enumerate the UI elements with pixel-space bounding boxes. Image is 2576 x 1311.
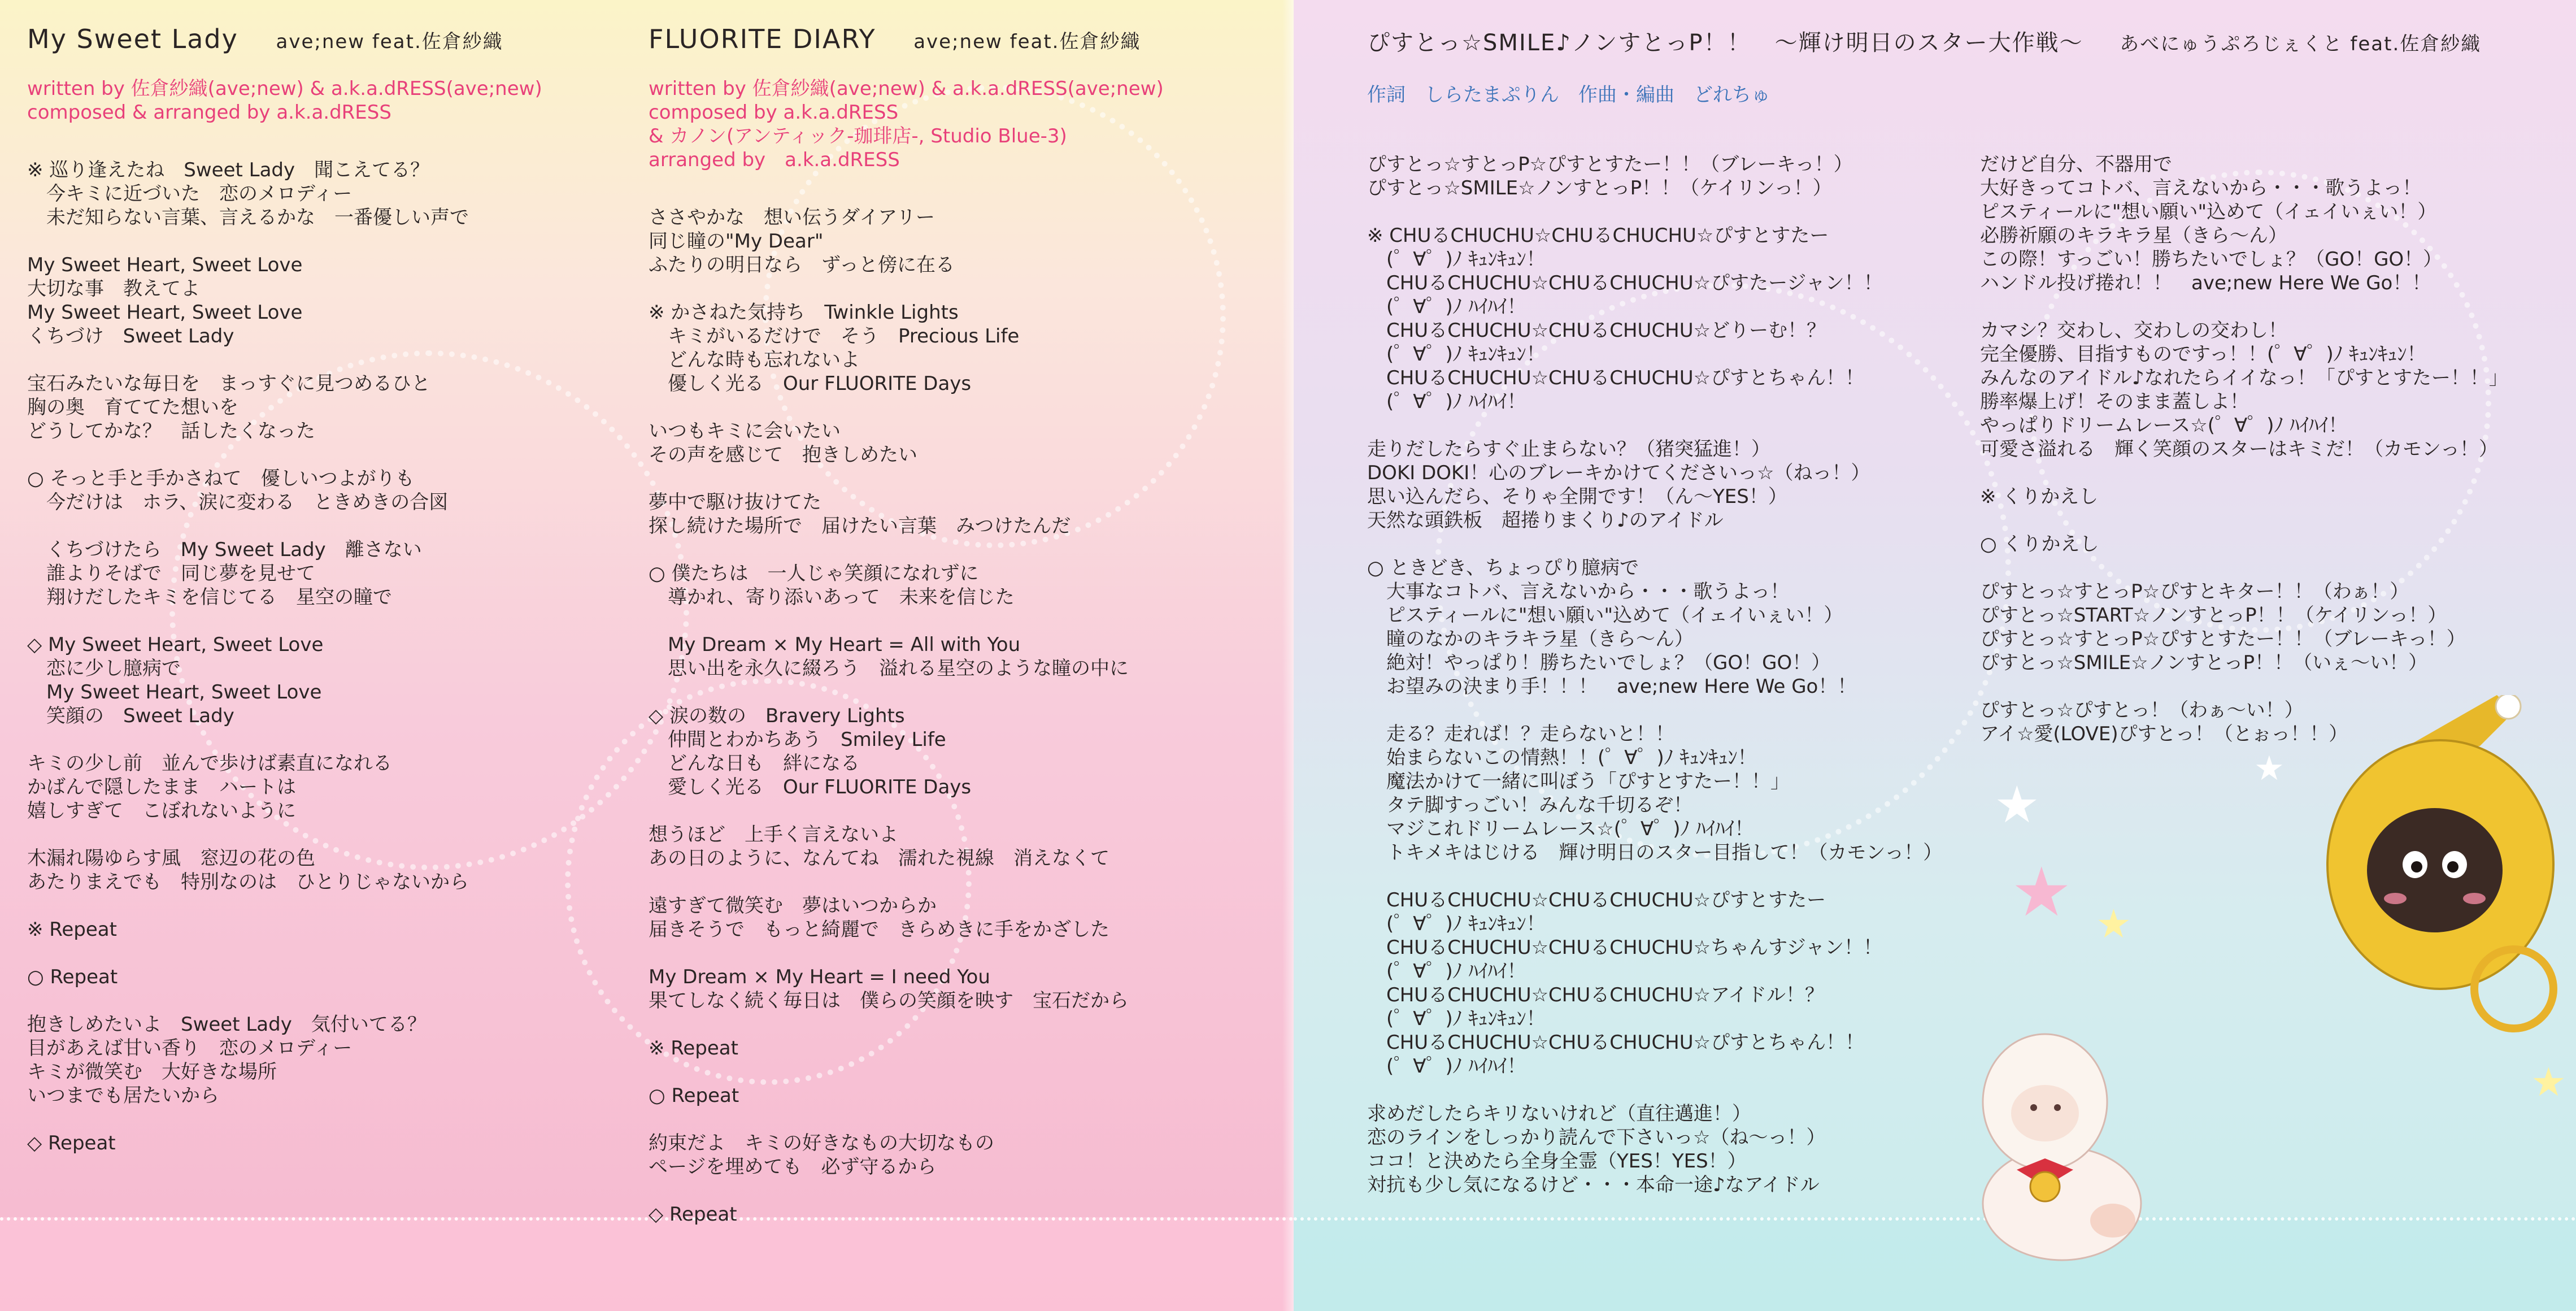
song-lyrics: だけど自分、不器用で 大好きってコトバ、言えないから・・・歌うよっ！ ピスティールに"想い願い"込めて（イェイいぇい！） 必勝祈願のキラキラ星（きら～ん） この際！すっごい！勝ちたいでしょ？（GO！GO！） ハンドル投げ捲れ！！ ave;new Here We Go！！ カマシ？交わし、交わしの交わし！ 完全優勝、目指すものですっ！！(゜∀゜)ﾉ ｷｭﾝｷｭﾝ！ みんなのアイドル♪なれたらイイなっ！「ぴすとすたー！！」 勝率爆上げ！そのまま蓋しよ！ やっぱりドリームレース☆(゜∀゜)ﾉ ﾊｲﾊｲ！ 可愛さ溢れる 輝く笑顔のスターはキミだ！（カモンっ！） ※ くりかえし ○ くりかえし ぴすとっ☆すとっP☆ぴすとキター！！（わぁ！） ぴすとっ☆START☆ノンすとっP！！（ケイリンっ！） ぴすとっ☆すとっP☆ぴすとすたー！！（ブレーキっ！） ぴすとっ☆SMILE☆ノンすとっP！！（いぇ～い！） ぴすとっ☆ぴすとっ！（わぁ～い！） アイ☆愛(LOVE)ぴすとっ！（とぉっ！！） bbox=[1980, 153, 2508, 745]
song-credits: 作詞 しらたまぷりん 作曲・編曲 どれちゅ bbox=[1367, 84, 1770, 106]
song-credits: written by 佐倉紗織(ave;new) & a.k.a.dRESS(ave;new) composed & arranged by a.k.a.dRESS bbox=[27, 77, 542, 124]
sheep-with-bell-illustration bbox=[1977, 1017, 2147, 1266]
song-title-text: My Sweet Lady bbox=[27, 24, 238, 54]
song-artist: あべにゅうぷろじぇくと feat.佐倉紗織 bbox=[2120, 33, 2482, 55]
yellow-hooded-mascot-illustration bbox=[2310, 695, 2576, 1045]
song-title bbox=[1367, 25, 2565, 57]
star-decoration: ★ bbox=[2531, 1059, 2566, 1105]
star-decoration: ★ bbox=[2254, 749, 2285, 788]
song-lyrics: ぴすとっ☆すとっP☆ぴすとすたー！！（ブレーキっ！） ぴすとっ☆SMILE☆ノンすとっP！！（ケイリンっ！） ※ CHUるCHUCHU☆CHUるCHUCHU☆ぴすとすたー (゜∀゜)ﾉ ｷｭﾝｷｭﾝ！ CHUるCHUCHU☆CHUるCHUCHU☆ぴすたージャン！！ (゜∀゜)ﾉ ﾊｲﾊｲ！ CHUるCHUCHU☆CHUるCHUCHU☆どりーむ！？ (゜∀゜)ﾉ ｷｭﾝｷｭﾝ！ CHUるCHUCHU☆CHUるCHUCHU☆ぴすとちゃん！！ (゜∀゜)ﾉ ﾊｲﾊｲ！ 走りだしたらすぐ止まらない？（猪突猛進！） DOKI DOKI！心のブレーキかけてくださいっ☆（ねっ！） 思い込んだら、そりゃ全開です！（ん～YES！） 天然な頭鉄板 超捲りまくり♪のアイドル ○ ときどき、ちょっぴり臆病で 大事なコトバ、言えないから・・・歌うよっ！ ピスティールに"想い願い"込めて（イェイいぇい！） 瞳のなかのキラキラ星（きら～ん） 絶対！やっぱり！勝ちたいでしょ？（GO！GO！） お望みの決まり手！！！ ave;new Here We Go！！ 走る？走れば！？走らないと！！ 始まらないこの情熱！！(゜∀゜)ﾉ ｷｭﾝｷｭﾝ！ 魔法かけて一緒に叫ぼう「ぴすとすたー！！」 タテ脚すっごい！みんな千切るぞ！ マジこれドリームレース☆(゜∀゜)ﾉ ﾊｲﾊｲ！ トキメキはじける 輝け明日のスター目指して！（カモンっ！） CHUるCHUCHU☆CHUるCHUCHU☆ぴすとすたー (゜∀゜)ﾉ ｷｭﾝｷｭﾝ！ CHUるCHUCHU☆CHUるCHUCHU☆ちゃんすジャン！！ (゜∀゜)ﾉ ﾊｲﾊｲ！ CHUるCHUCHU☆CHUるCHUCHU☆アイドル！？ (゜∀゜)ﾉ ｷｭﾝｷｭﾝ！ CHUるCHUCHU☆CHUるCHUCHU☆ぴすとちゃん！！ (゜∀゜)ﾉ ﾊｲﾊｲ！ 求めだしたらキリないけれど（直往邁進！） 恋のラインをしっかり読んで下さいっ☆（ね～っ！） ココ！と決めたら全身全霊（YES！YES！） 対抗も少し気になるけど・・・本命一途♪なアイドル bbox=[1367, 153, 1943, 1196]
song-lyrics: ※ 巡り逢えたね Sweet Lady 聞こえてる？ 今キミに近づいた 恋のメロディー 未だ知らない言葉、言えるかな 一番優しい声で My Sweet Heart, Sweet Love 大切な事 教えてよ My Sweet Heart, Sweet Love くちづけ Sweet Lady 宝石みたいな毎日を まっすぐに見つめるひと 胸の奥 育ててた想いを どうしてかな？ 話したくなった ○ そっと手と手かさねて 優しいつよがりも 今だけは ホラ、涙に変わる ときめきの合図 くちづけたら My Sweet Lady 離さない 誰よりそばで 同じ夢を見せて 翔けだしたキミを信じてる 星空の瞳で ◇ My Sweet Heart, Sweet Love 恋に少し臆病で My Sweet Heart, Sweet Love 笑顔の Sweet Lady キミの少し前 並んで歩けば素直になれる かばんで隠したまま ハートは 嬉しすぎて こぼれないように 木漏れ陽ゆらす風 窓辺の花の色 あたりまえでも 特別なのは ひとりじゃないから ※ Repeat ○ Repeat 抱きしめたいよ Sweet Lady 気付いてる？ 目があえば甘い香り 恋のメロディー キミが微笑む 大好きな場所 いつまでも居たいから ◇ Repeat bbox=[27, 159, 469, 1154]
song-artist: ave;new feat.佐倉紗織 bbox=[913, 31, 1141, 53]
star-decoration: ★ bbox=[1994, 775, 2040, 835]
song-artist: ave;new feat.佐倉紗織 bbox=[276, 31, 503, 53]
lyrics-column-1 bbox=[1367, 153, 1977, 1197]
song-title bbox=[649, 24, 1281, 54]
star-decoration: ★ bbox=[2011, 853, 2072, 932]
star-decoration: ★ bbox=[2096, 901, 2131, 947]
song-title-text: ぴすとっ☆SMILE♪ノンすとっP！！ ～輝け明日のスター大作戦～ bbox=[1367, 30, 2083, 56]
song-fluorite-diary bbox=[649, 24, 1281, 1226]
song-credits: written by 佐倉紗織(ave;new) & a.k.a.dRESS(ave;new) composed by a.k.a.dRESS & カノン(アンティック-珈琲店-, Studio Blue-3) arranged by a.k.a.dRESS bbox=[649, 77, 1164, 171]
lace-border bbox=[1294, 1217, 2576, 1311]
song-title-text: FLUORITE DIARY bbox=[649, 24, 876, 54]
song-my-sweet-lady bbox=[27, 24, 643, 1155]
song-lyrics: ささやかな 想い伝うダイアリー 同じ瞳の"My Dear" ふたりの明日なら ずっと傍に在る ※ かさねた気持ち Twinkle Lights キミがいるだけで そう Precious Life どんな時も忘れないよ 優しく光る Our FLUORITE Days いつもキミに会いたい その声を感じて 抱きしめたい 夢中で駆け抜けてた 探し続けた場所で 届けたい言葉 みつけたんだ ○ 僕たちは 一人じゃ笑顔になれずに 導かれ、寄り添いあって 未来を信じた My Dream × My Heart = All with You 思い出を永久に綴ろう 溢れる星空のような瞳の中に ◇ 涙の数の Bravery Lights 仲間とわかちあう Smiley Life どんな日も 絆になる 愛しく光る Our FLUORITE Days 想うほど 上手く言えないよ あの日のように、なんてね 濡れた視線 消えなくて 遠すぎて微笑む 夢はいつからか 届きそうで もっと綺麗で きらめきに手をかざした My Dream × My Heart = I need You 果てしなく続く毎日は 僕らの笑顔を映す 宝石だから ※ Repeat ○ Repeat 約束だよ キミの好きなもの大切なもの ページを埋めても 必ず守るから ◇ Repeat bbox=[649, 206, 1129, 1226]
lyrics-column-2 bbox=[1980, 153, 2568, 746]
lace-border bbox=[0, 1217, 1294, 1311]
right-page bbox=[1294, 0, 2576, 1311]
song-title bbox=[27, 24, 643, 54]
song-pistop-smile bbox=[1367, 25, 2565, 107]
